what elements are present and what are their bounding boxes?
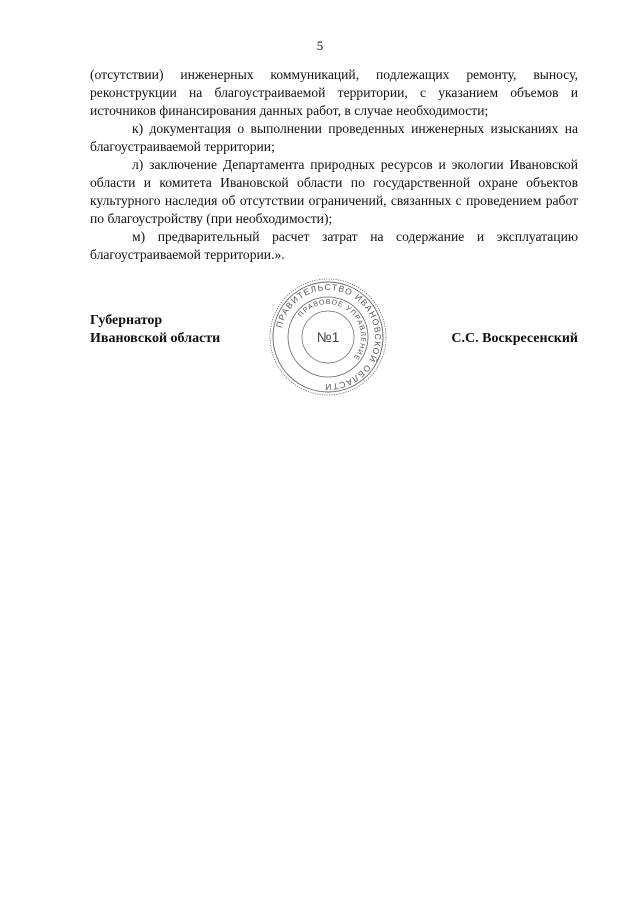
document-body: [90, 66, 578, 264]
signer-title-line1: Губернатор: [90, 313, 163, 328]
signature-block: [90, 281, 578, 393]
signer-name: С.С. Воскресенский: [451, 331, 578, 346]
signer-title-line2: Ивановской области: [90, 331, 221, 346]
paragraph-item-k: к) документация о выполнении проведенных инженерных изысканиях на благоустраиваемой территории;: [90, 121, 578, 154]
signer-title: [90, 312, 220, 348]
seal-number: №1: [316, 329, 340, 345]
page-number: 5: [316, 38, 324, 53]
paragraph-item-m: м) предварительный расчет затрат на содержание и эксплуатацию благоустраиваемой территории.».: [90, 229, 578, 262]
seal-inner-text: ПРАВОВОЕ УПРАВЛЕНИЕ: [297, 298, 367, 362]
paragraph-continuation: (отсутствии) инженерных коммуникаций, подлежащих ремонту, выносу, реконструкции на благоустраиваемой территории, с указанием объемов и источников финансирования данных работ, в случае необходимости;: [90, 67, 578, 118]
seal-outer-text: ПРАВИТЕЛЬСТВО ИВАНОВСКОЙ ОБЛАСТИ: [273, 281, 384, 393]
paragraph-item-l: л) заключение Департамента природных ресурсов и экологии Ивановской области и комитета Ивановской области по государственной охране объектов культурного наследия об отсутствии ограничений, связанных с проведением работ по благоустройству (при необходимости);: [90, 157, 578, 226]
official-seal: [268, 277, 388, 397]
